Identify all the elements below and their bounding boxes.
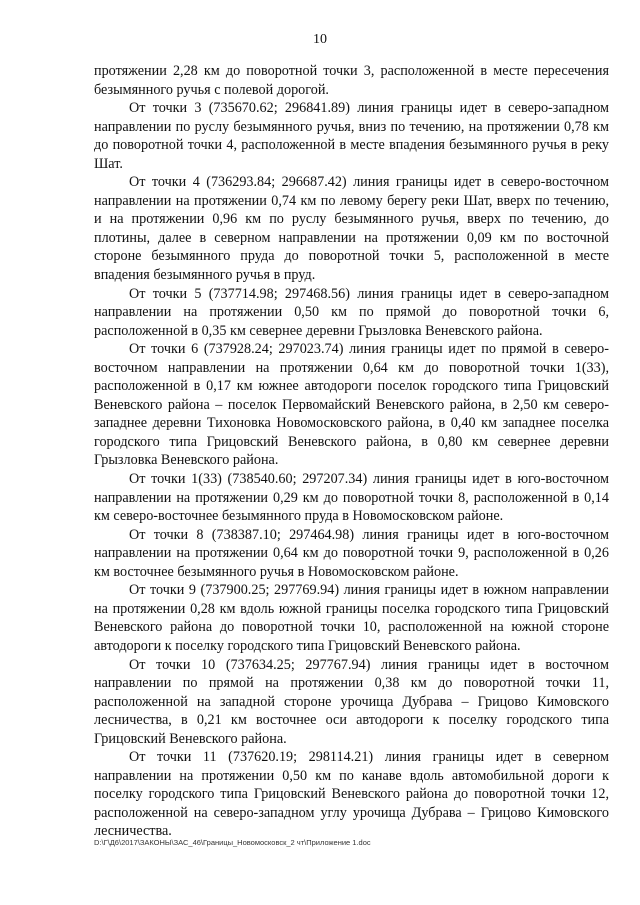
paragraph-point-8: От точки 8 (738387.10; 297464.98) линия границы идет в юго-восточном направлении на протяжении 0,64 км до поворотной точки 9, расположенной в 0,26 км восточнее безымянного ручья в Новомосковском районе. [94,526,609,580]
paragraph-point-11: От точки 11 (737620.19; 298114.21) линия границы идет в северном направлении на протяжении 0,50 км по канаве вдоль автомобильной дороги к поселку городского типа Грицовский Веневского района до поворотной точки 12, расположенной на северо-западном углу урочища Дубрава – Грицово Кимовского лесничества. [94,749,609,840]
paragraph-point-3: От точки 3 (735670.62; 296841.89) линия границы идет в северо-западном направлении по руслу безымянного ручья, вниз по течению, на протяжении 0,78 км до поворотной точки 4, расположенной в месте впадения безымянного ручья в реку Шат. [94,100,609,172]
document-body [94,62,609,841]
paragraph-point-10: От точки 10 (737634.25; 297767.94) линия границы идет в восточном направлении по прямой на протяжении 0,38 км до поворотной точки 11, расположенной на западной стороне урочища Дубрава – Грицово Кимовского лесничества, в 0,21 км восточнее оси автодороги к поселку городского типа Грицовский Веневского района. [94,656,609,747]
paragraph-point-5: От точки 5 (737714.98; 297468.56) линия границы идет в северо-западном направлении на протяжении 0,50 км по прямой до поворотной точки 6, расположенной в 0,35 км севернее деревни Грызловка Веневского района. [94,285,609,339]
paragraph-point-6: От точки 6 (737928.24; 297023.74) линия границы идет по прямой в северо-восточном направлении на протяжении 0,64 км до поворотной точки 1(33), расположенной в 0,17 км южнее автодороги поселок городского типа Грицовский Веневского района – поселок Первомайский Веневского района, в 2,50 км северо-западнее деревни Тихоновка Новомосковского района, в 0,40 км западнее поселка городского типа Грицовский Веневского района, в 0,80 км севернее деревни Грызловка Веневского района. [94,341,609,469]
page-number: 10 [313,32,327,47]
footer-file-path: D:\Г\Д6\2017\ЗАКОНЫ\ЗАС_46\Границы_Новомосковск_2 чт\Приложение 1.doc [94,838,371,847]
paragraph-continuation: протяжении 2,28 км до поворотной точки 3, расположенной в месте пересечения безымянного ручья с полевой дорогой. [94,63,609,98]
paragraph-point-4: От точки 4 (736293.84; 296687.42) линия границы идет в северо-восточном направлении на протяжении 0,74 км по левому берегу реки Шат, вверх по течению, и на протяжении 0,96 км по руслу безымянного ручья, вверх по течению, до плотины, далее в северном направлении на протяжении 0,09 км по восточной стороне безымянного пруда до поворотной точки 5, расположенной в месте впадения безымянного ручья в пруд. [94,174,609,284]
paragraph-point-1-33: От точки 1(33) (738540.60; 297207.34) линия границы идет в юго-восточном направлении на протяжении 0,29 км до поворотной точки 8, расположенной в 0,14 км северо-восточнее безымянного пруда в Новомосковском районе. [94,471,609,525]
paragraph-point-9: От точки 9 (737900.25; 297769.94) линия границы идет в южном направлении на протяжении 0,28 км вдоль южной границы поселка городского типа Грицовский Веневского района до поворотной точки 10, расположенной на южной стороне автодороги к поселку городского типа Грицовский Веневского района. [94,582,609,654]
